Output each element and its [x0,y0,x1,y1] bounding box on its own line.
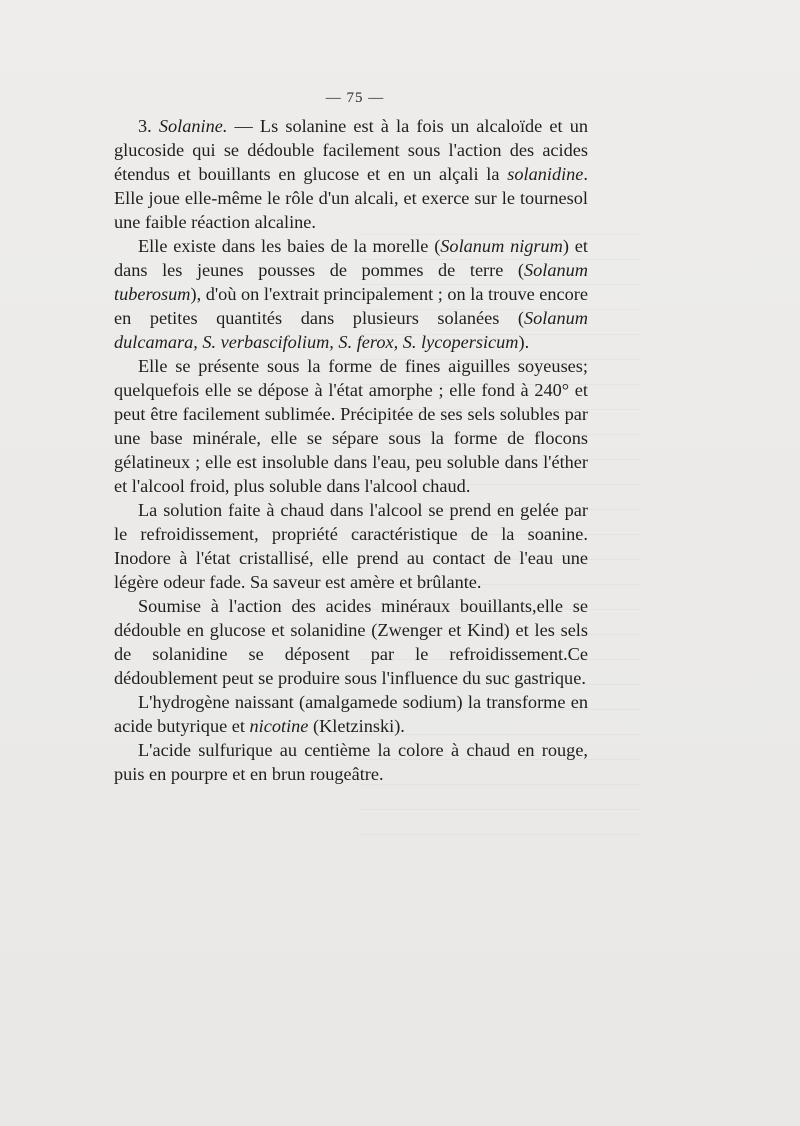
page-number: — 75 — [325,90,385,106]
italic-text: Solanine. [158,116,228,136]
paragraph [114,234,588,354]
paragraph-text: ) et dans les jeunes pousses de pommes de terre ( [114,236,588,280]
italic-text: Solanum dulcamara, S. verbascifolium, S. ferox, S. lycopersicum [114,308,588,352]
paragraph-text: Elle existe dans les baies de la morelle ( [138,236,441,256]
paragraph [114,498,588,594]
paragraph-text: (Kletzinski). [308,716,405,736]
italic-text: Solanum tuberosum [114,260,588,304]
paragraph-text: 3. [138,116,159,136]
paragraph-text: L'acide sulfurique au centième la colore à chaud en rouge, puis en pourpre et en brun rougeâtre. [114,740,588,784]
italic-text: Solanum nigrum [440,236,563,256]
paragraph-text: La solution faite à chaud dans l'alcool se prend en gelée par le refroidissement, propriété caractéristique de la soanine. Inodore à l'état cristallisé, elle prend au contact de l'eau une légère odeur fade. Sa saveur est amère et brûlante. [114,500,588,592]
paragraph-text: — Ls solanine est à la fois un alcaloïde et un glucoside qui se dédouble facilement sous l'action des acides étendus et bouillants en glucose et en un alçali la [114,116,589,184]
paragraph-text: ), d'où on l'extrait principalement ; on la trouve encore en petites quantités dans plusieurs solanées ( [114,284,588,328]
paragraph-text: L'hydrogène naissant (amalgamede sodium) la transforme en acide butyrique et [114,692,588,736]
paragraph [114,114,588,234]
paragraph-text: . Elle joue elle-même le rôle d'un alcali, et exerce sur le tournesol une faible réaction alcaline. [114,164,588,232]
italic-text: solanidine [507,164,584,184]
italic-text: nicotine [249,716,309,736]
paragraph [114,738,588,786]
paragraph-text: Soumise à l'action des acides minéraux bouillants,elle se dédouble en glucose et solanidine (Zwenger et Kind) et les sels de solanidine se déposent par le refroidissement.Ce dédoublement peut se produire sous l'influence du suc gastrique. [114,596,588,688]
paragraph [114,594,588,690]
paragraph-text: ). [518,332,530,352]
paragraph-text: Elle se présente sous la forme de fines aiguilles soyeuses; quelquefois elle se dépose à l'état amorphe ; elle fond à 240° et peut être facilement sublimée. Précipitée de ses sels solubles par une base minérale, elle se sépare sous la forme de flocons gélatineux ; elle est insoluble dans l'eau, peu soluble dans l'éther et l'alcool froid, plus soluble dans l'alcool chaud. [114,356,588,496]
paragraph [114,690,588,738]
body-text [114,114,588,786]
paragraph [114,354,588,498]
